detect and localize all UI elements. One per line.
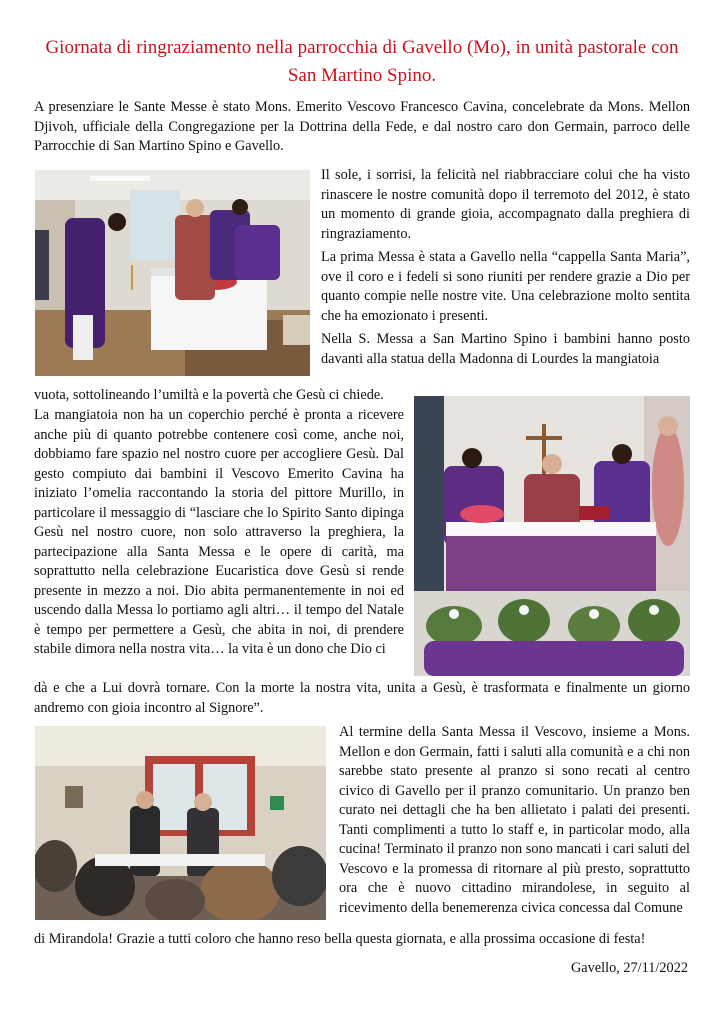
column-text-3: Al termine della Santa Messa il Vescovo, insieme a Mons. Mellon e don Germain, fatti i saluti alla comunità e a chi non sarebbe stato presente al pranzo si sono recati al centro civico di Gavello per il pranzo comunitario. Un pranzo ben curato nei dettagli che ha ben allietato i palati dei presenti. Tanti complimenti a tutto lo staff e, in particolar modo, alla cucina! Terminato il pranzo non sono mancati i cari saluti del Vescovo e la promessa di ritornare al più presto, soprattutto ora che è nuovo cittadino mirandolese, in seguito al ricevimento della benemerenza civica concessa dal Comune xyxy=(339,724,690,916)
article-title: Giornata di ringraziamento nella parrocchia di Gavello (Mo), in unità pastorale con San Martino Spino. xyxy=(45,37,679,86)
paragraph-bridge: vuota, sottolineando l’umiltà e la povertà che Gesù ci chiede. xyxy=(34,387,384,403)
paragraph-first-mass: La prima Messa è stata a Gavello nella “cappella Santa Maria”, ove il coro e i fedeli si sono riuniti per rendere grazie a Dio per quanto compie nelle nostre vite. Una celebrazione molto sentita che ha emozionato i presenti. xyxy=(321,249,690,324)
photo-chapel-mass xyxy=(35,170,310,376)
intro-paragraph: A presenziare le Sante Messe è stato Mons. Emerito Vescovo Francesco Cavina, concelebrate da Mons. Mellon Djivoh, ufficiale della Congregazione per la Dottrina della Fede, e dal nostro caro don Germain, parroco delle Parrocchie di San Martino Spino e Gavello. xyxy=(34,99,690,154)
photo-community-lunch xyxy=(35,726,326,920)
paragraph-closing: di Mirandola! Grazie a tutti coloro che hanno reso bella questa giornata, e alla prossima occasione di festa! xyxy=(34,931,646,947)
column-text-2: La mangiatoia non ha un coperchio perché è pronta a ricevere anche più di quanto potrebbe contenere così come, anche noi, dobbiamo fare spazio nel nostro cuore per accogliere Gesù. Dal gesto compiuto dai bambini il Vescovo Emerito Cavina ha iniziato l’omelia raccontando la storia del pittore Murillo, in particolare il messaggio di “lasciare che lo Spirito Santo dipinga Gesù nel nostro cuore, non solo attraverso la preghiera, la partecipazione alla Santa Messa e le opere di carità, ma soprattutto nella celebrazione Eucaristica dove Gesù si rende presente in mezzo a noi. Dio abita permanentemente in noi ed uscendo dalla Messa lo portiamo agli altri… il tempo del Natale è tempo per permettere a Gesù, che abita in noi, di prendere stabile dimora nella nostra vita… la vita è un dono che Dio ci xyxy=(34,407,404,657)
paragraph-second-mass: Nella S. Messa a San Martino Spino i bambini hanno posto davanti alla statua della Madonna di Lourdes la mangiatoia xyxy=(321,331,690,367)
paragraph-sun: Il sole, i sorrisi, la felicità nel riabbracciare colui che ha visto rinascere le nostre comunità dopo il terremoto del 2012, è stato un momento di grande gioia, accompagnato dalla preghiera di ringraziamento. xyxy=(321,167,690,242)
signature-date: Gavello, 27/11/2022 xyxy=(570,960,688,976)
column-text-1 xyxy=(321,166,690,369)
photo-altar-mass xyxy=(414,396,690,676)
paragraph-homily-end: dà e che a Lui dovrà tornare. Con la morte la nostra vita, unita a Gesù, è trasformata e finalmente un giorno andremo con gioia incontro al Signore”. xyxy=(34,680,690,716)
